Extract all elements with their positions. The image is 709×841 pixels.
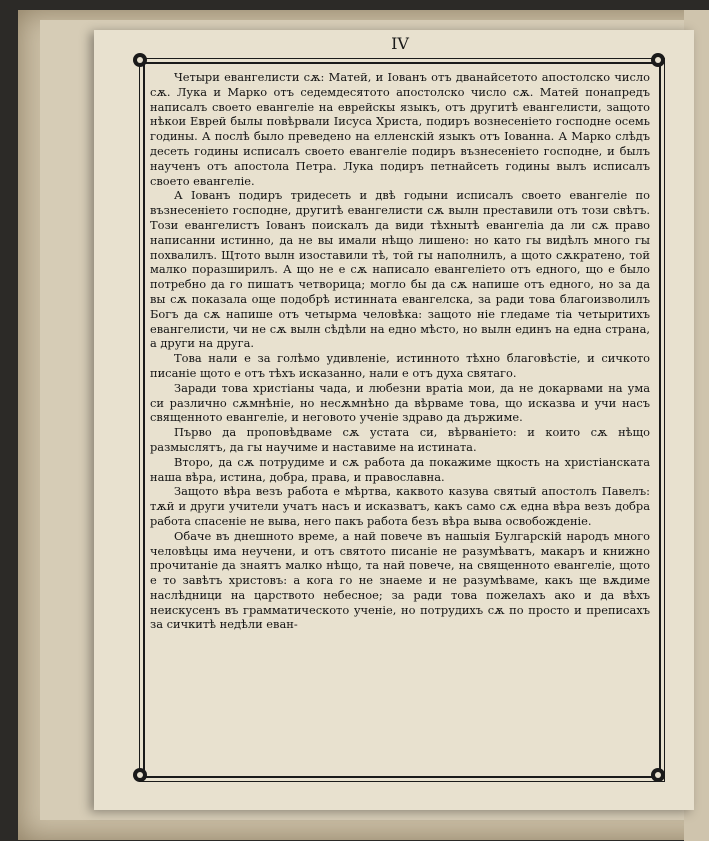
corner-ornament-icon xyxy=(651,53,665,67)
corner-ornament-icon xyxy=(133,53,147,67)
corner-ornament-icon xyxy=(133,768,147,782)
body-text xyxy=(150,70,650,632)
paragraph-3: Това нали е за голѣмо удивленіе, истинното тѣхно благовѣстіе, и сичкото писаніе щото е отъ тѣхъ исказанно, нали е отъ духа святаго. xyxy=(150,351,650,380)
paragraph-4: Заради това христіаны чада, и любезни вратіа мои, да не докарвами на ума си различно сѫмнѣніе, но несѫмнѣно да вѣрваме това, що исказва и учи насъ священното евангеліе, и неговото ученіе здраво да държиме. xyxy=(150,380,650,425)
paragraph-6: Второ, да сѫ потрудиме и сѫ работа да покажиме щкость на христіанската наша вѣра, истина, добра, права, и православна. xyxy=(150,454,650,484)
paragraph-1: Четыри евангелисти сѫ: Матей, и Іованъ отъ дванайсетото апостолско число сѫ. Лука и Марко отъ седемдесятото апостолско число сѫ. Матей понапредъ написалъ своето евангеліе на еврейскы языкъ, отъ другитѣ евангелисти, защото нѣкои Еврей былы повѣрвали Іисуса Христа, подиръ вознесеніето господне осемь годины. А послѣ было преведено на елленскій языкъ отъ Іованна. А Марко слѣдъ десеть годины исписалъ своето евангеліе подиръ възнесеніето господне, и былъ наученъ отъ апостола Петра. Лука подиръ петнайсеть годины вылъ исписалъ своето евангеліе. xyxy=(150,70,650,188)
page-number: IV xyxy=(391,34,409,53)
paragraph-5: Първо да проповѣдваме сѫ устата си, вѣрваніето: и които сѫ нѣщо размыслятъ, да гы научиме и наставиме на истината. xyxy=(150,425,650,454)
paragraph-2: А Іованъ подиръ тридесеть и двѣ годыни исписалъ своето евангеліе по възнесеніето господне, другитѣ евангелисти сѫ вылн преставили отъ този свѣтъ. Този евангелистъ Іованъ поискалъ да види тѣхнытѣ евангеліа да ли сѫ право написанни истинно, да не вы имали нѣщо лишено: но като гы видѣлъ много гы похвалилъ. Щтото вылн изоставили тѣ, той гы наполнилъ, а щото сѫкратено, той малко поразширилъ. А що не е сѫ написало евангеліето отъ едного, що е было потребно да го пишатъ четворица; могло бы да сѫ напише отъ едного, но за да вы сѫ показала още подобрѣ истинната евангелска, за ради това благоизволилъ Богъ да сѫ напише отъ четырма человѣка: защото ніе гледаме тіа четыритихъ евангелисти, чи не сѫ вылн сѣдѣли на едно мѣсто, но вылн единъ на една страна, а други на друга. xyxy=(150,188,650,351)
corner-ornament-icon xyxy=(651,768,665,782)
paragraph-8: Обаче въ днешното време, а най повече въ нашыія Булгарскій народъ много человѣцы има неучени, и отъ святото писаніе не разумѣватъ, макаръ и книжно прочитаніе да знаятъ малко нѣщо, та най повече, на священното евангеліе, щото е то завѣтъ христовъ: а кога го не знаеме и не разумѣваме, какъ ще вѫдиме наслѣдници на царството небесное; за ради това пожелахъ ако и да вѣхъ неискусенъ въ грамматическото ученіе, но потрудихъ сѫ по просто и преписахъ за сичкитѣ недѣли еван- xyxy=(150,528,650,632)
paragraph-7: Защото вѣра везъ работа е мѣртва, каквото казува святый апостолъ Павелъ: тѫй и други учители учатъ насъ и исказватъ, какъ само сѫ една вѣра везъ добра работа спасеніе не выва, него пакъ работа безъ вѣра выва освобожденіе. xyxy=(150,484,650,528)
